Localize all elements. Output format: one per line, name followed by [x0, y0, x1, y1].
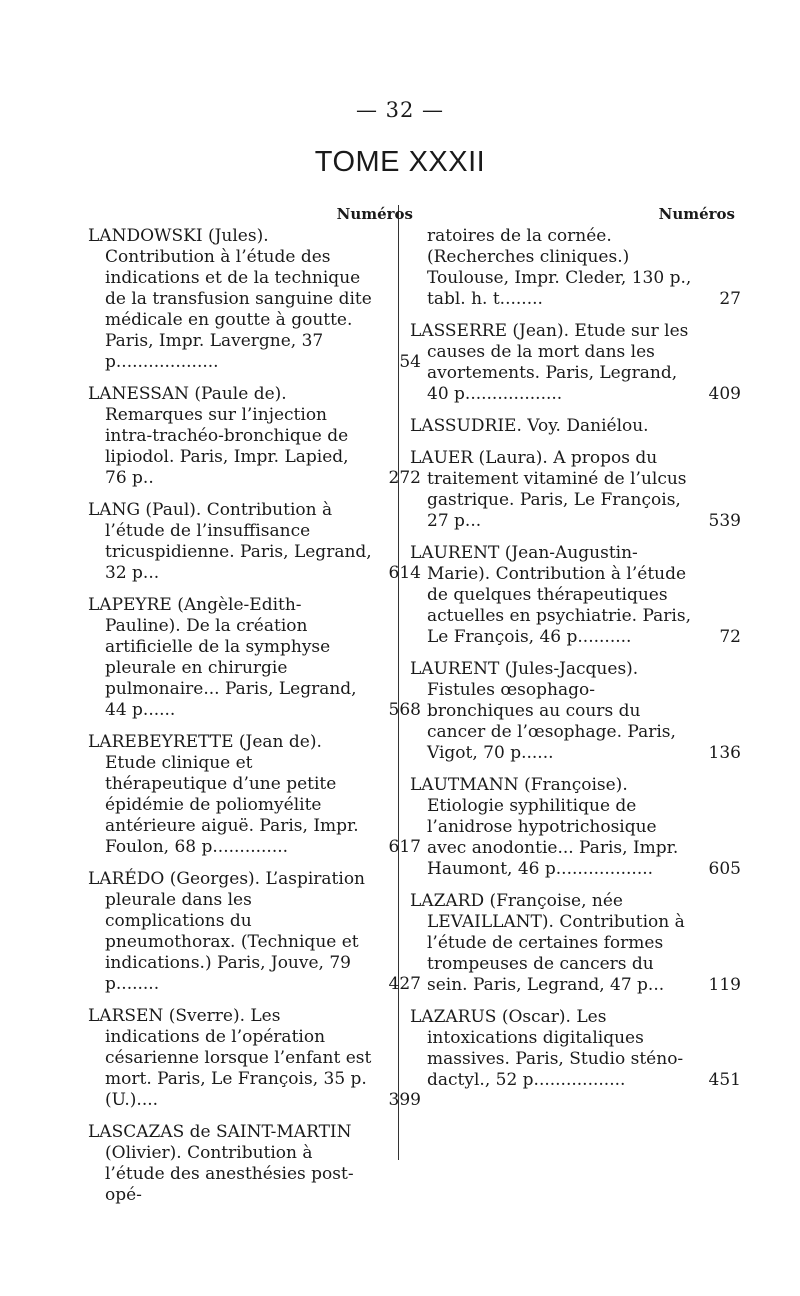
entry-text: LAZARD (Françoise, née LEVAILLANT). Contribution à l’étude de certaines formes trompeuses de cancers du sein. Paris, Legrand, 47 p...	[410, 891, 685, 995]
entry-text: LANDOWSKI (Jules). Contribution à l’étude des indications et de la technique de la transfusion sanguine dite médicale en goutte à goutte. Paris, Impr. Lavergne, 37 p...................	[88, 226, 372, 372]
entry-number: 605	[708, 859, 741, 879]
bibliography-entry	[88, 500, 421, 584]
entry-number: 72	[719, 627, 741, 647]
entry-text: LASCAZAS de SAINT-MARTIN (Olivier). Contribution à l’étude des anesthésies post-opé-	[88, 1122, 354, 1205]
bibliography-entry	[410, 321, 741, 405]
entry-text: LAZARUS (Oscar). Les intoxications digitaliques massives. Paris, Studio sténo-dactyl., 52 p.................	[410, 1007, 684, 1090]
entry-text: LAURENT (Jules-Jacques). Fistules œsophago-bronchiques au cours du cancer de l’œsophage. Paris, Vigot, 70 p......	[410, 659, 676, 763]
right-numeros-header: Numéros	[658, 205, 735, 223]
entry-number: 539	[708, 511, 741, 531]
volume-title: TOME XXXII	[314, 146, 486, 178]
bibliography-entry	[88, 1006, 421, 1111]
entry-number: 27	[719, 289, 741, 309]
bibliography-entry	[410, 775, 741, 880]
bibliography-entry	[410, 891, 741, 996]
entry-text: LASSERRE (Jean). Etude sur les causes de la mort dans les avortements. Paris, Legrand, 40 p..................	[410, 321, 689, 404]
bibliography-entry	[410, 543, 741, 648]
entry-number: 427	[388, 974, 421, 994]
entry-number: 617	[388, 837, 421, 857]
page-number: — 32 —	[355, 98, 445, 122]
entry-number: 54	[399, 352, 421, 372]
entry-text: LARÉDO (Georges). L’aspiration pleurale dans les complications du pneumothorax. (Technique et indications.) Paris, Jouve, 79 p........	[88, 869, 365, 994]
bibliography-entry	[410, 226, 741, 310]
entry-number: 614	[388, 563, 421, 583]
entry-text: LAUTMANN (Françoise). Etiologie syphilitique de l’anidrose hypotrichosique avec anodontie... Paris, Impr. Haumont, 46 p..................	[410, 775, 679, 879]
bibliography-entry	[88, 732, 421, 858]
entry-text: LAURENT (Jean-Augustin-Marie). Contribution à l’étude de quelques thérapeutiques actuelles en psychiatrie. Paris, Le François, 46 p..........	[410, 543, 691, 647]
entry-text: LARSEN (Sverre). Les indications de l’opération césarienne lorsque l’enfant est mort. Paris, Le François, 35 p. (U.)....	[88, 1006, 372, 1110]
entry-number: 136	[708, 743, 741, 763]
entry-text: LAPEYRE (Angèle-Edith-Pauline). De la création artificielle de la symphyse pleurale en chirurgie pulmonaire... Paris, Legrand, 44 p......	[88, 595, 357, 720]
right-column	[410, 202, 741, 1102]
entry-text: LASSUDRIE. Voy. Daniélou.	[410, 416, 649, 436]
entry-text: LAUER (Laura). A propos du traitement vitaminé de l’ulcus gastrique. Paris, Le François, 27 p...	[410, 448, 687, 531]
entry-text: LANESSAN (Paule de). Remarques sur l’injection intra-trachéo-bronchique de lipiodol. Paris, Impr. Lapied, 76 p..	[88, 384, 349, 488]
bibliography-entry	[88, 384, 421, 489]
entry-text: LAREBEYRETTE (Jean de). Etude clinique et thérapeutique d’une petite épidémie de poliomyélite antérieure aiguë. Paris, Impr. Foulon, 68 p..............	[88, 732, 359, 857]
left-entry-list	[88, 226, 421, 1206]
entry-text: ratoires de la cornée. (Recherches cliniques.) Toulouse, Impr. Cleder, 130 p., tabl. h. t........	[427, 226, 692, 309]
bibliography-entry	[88, 595, 421, 721]
entry-number: 399	[388, 1090, 421, 1110]
bibliography-entry	[88, 1122, 421, 1206]
bibliography-entry	[410, 448, 741, 532]
entry-number: 568	[388, 700, 421, 720]
entry-text: LANG (Paul). Contribution à l’étude de l’insuffisance tricuspidienne. Paris, Legrand, 32 p...	[88, 500, 372, 583]
right-entry-list	[410, 226, 741, 1091]
bibliography-entry	[410, 416, 741, 437]
bibliography-entry	[410, 1007, 741, 1091]
bibliography-entry	[88, 869, 421, 995]
entry-number: 272	[388, 468, 421, 488]
bibliography-entry	[410, 659, 741, 764]
left-column	[88, 202, 421, 1217]
left-numeros-header: Numéros	[336, 205, 413, 223]
entry-number: 409	[708, 384, 741, 404]
entry-number: 451	[708, 1070, 741, 1090]
entry-number: 119	[708, 975, 741, 995]
bibliography-entry	[88, 226, 421, 373]
